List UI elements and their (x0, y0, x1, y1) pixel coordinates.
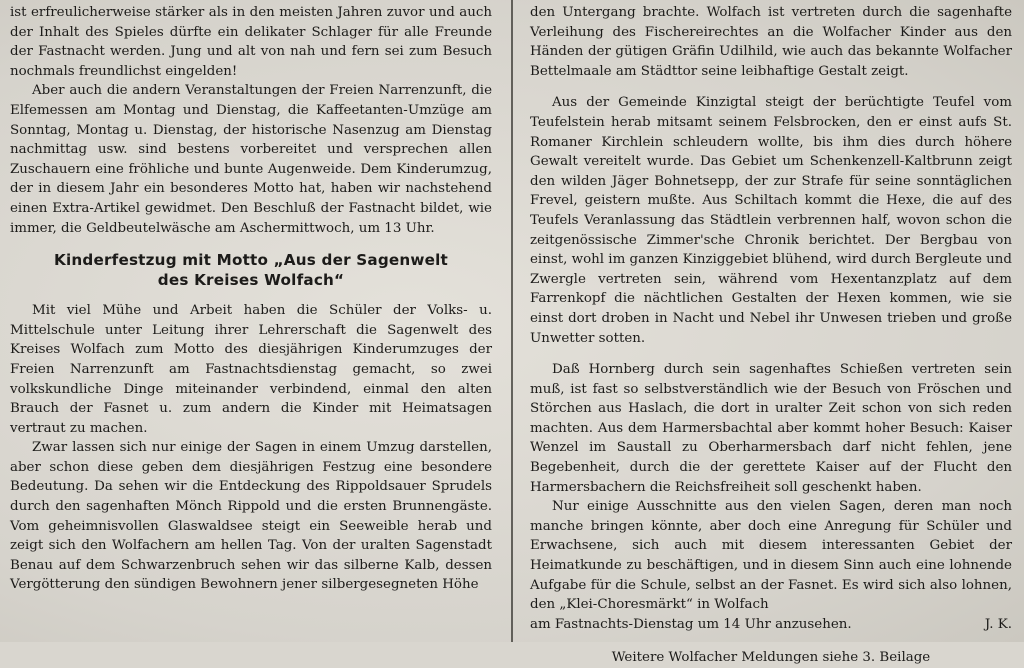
footer-note: Weitere Wolfacher Meldungen siehe 3. Beilage (611, 650, 931, 666)
signature-line (530, 615, 1012, 635)
left-column (10, 3, 492, 595)
right-paragraph-1: den Untergang brachte. Wolfach ist vertreten durch die sagenhafte Verleihung des Fischereirechtes an die Wolfacher Kinder aus den Händen der gütigen Gräfin Udilhild, wie auch das bekannte Wolfacher Bettelmaale am Städttor seine leibhaftige Gestalt zeigt. (530, 5, 1012, 79)
left-paragraph-4: Zwar lassen sich nur einige der Sagen in einem Umzug darstellen, aber schon diese geben dem diesjährigen Festzug eine besondere Bedeutung. Da sehen wir die Entdeckung des Rippoldsauer Sprudels durch den sagenhaften Mönch Rippold und die ersten Brunnengäste. Vom geheimnisvollen Glaswaldsee steigt ein Seeweible herab und zeigt sich den Wolfachern am hellen Tag. Von der uralten Sagenstadt Benau auf dem Schwarzenbruch sehen wir das silberne Kalb, dessen Vergötterung den sündigen Bewohnern jener silbergesegneten Höhe (10, 440, 492, 593)
right-column (530, 3, 1012, 668)
headline-line-1: Kinderfestzug mit Motto „Aus der Sagenwelt (53, 251, 449, 270)
right-paragraph-4-block (530, 497, 1012, 634)
article-headline (10, 250, 492, 290)
column-divider (511, 0, 513, 642)
left-paragraph-1: ist erfreulicherweise stärker als in den meisten Jahren zuvor und auch der Inhalt des Spieles dürfte ein delikater Schlager für alle Freunde der Fastnacht werden. Jung und alt von nah und fern sei zum Besuch nochmals freundlichst eingelden! (10, 5, 492, 79)
right-paragraph-4: Nur einige Ausschnitte aus den vielen Sagen, deren man noch manche bringen könnte, aber doch eine Anregung für Schüler und Erwachsene, sich auch mit diesem interessanten Gebiet der Heimatkunde zu beschäftigen, und in diesem Sinn auch eine lohnende Aufgabe für die Schule, selbst an der Fasnet. Es wird sich also lohnen, den „Klei-Choresmärkt“ in Wolfach (530, 499, 1012, 613)
left-paragraph-3: Mit viel Mühe und Arbeit haben die Schüler der Volks- u. Mittelschule unter Leitung ihrer Lehrerschaft die Sagenwelt des Kreises Wolfach zum Motto des diesjährigen Kinderumzuges der Freien Narrenzunft am Fastnachtsdienstag gemacht, so zwei volkskundliche Dinge miteinander verbindend, einmal den alten Brauch der Fasnet u. zum andern die Kinder mit Heimatsagen vertraut zu machen. (10, 303, 492, 436)
headline-line-2: des Kreises Wolfach“ (157, 271, 345, 290)
right-paragraph-4-last-line: am Fastnachts-Dienstag um 14 Uhr anzusehen. (530, 616, 852, 632)
author-signature: J. K. (984, 616, 1012, 632)
right-paragraph-2: Aus der Gemeinde Kinzigtal steigt der berüchtigte Teufel vom Teufelstein herab mitsamt seinem Felsbrocken, den er einst aufs St. Romaner Kirchlein schleudern wollte, bis ihm dies durch höhere Gewalt vereitelt wurde. Das Gebiet um Schenkenzell-Kaltbrunn zeigt den wilden Jäger Bohnetsepp, der zur Strafe für seine sonntäglichen Frevel, geistern mußte. Aus Schiltach kommt die Hexe, die auf des Teufels Veranlassung das Städtlein verbrennen half, wovon schon die zeitgenössische Zimmer'sche Chronik berichtet. Der Bergbau von einst, wohl im ganzen Kinziggebiet blühend, wird durch Bergleute und Zwergle vertreten sein, während vom Hexentanzplatz auf dem Farrenkopf die nächtlichen Gestalten der Hexen kommen, wie sie einst dort droben in Nacht und Nebel ihr Unwesen trieben und große Unwetter sotten. (530, 95, 1012, 346)
left-paragraph-2: Aber auch die andern Veranstaltungen der Freien Narrenzunft, die Elfemessen am Montag und Dienstag, die Kaffeetanten-Umzüge am Sonntag, Montag u. Dienstag, der historische Nasenzug am Dienstag nachmittag usw. sind bestens vorbereitet und versprechen allen Zuschauern eine fröhliche und bunte Augenweide. Dem Kinderumzug, der in diesem Jahr ein besonderes Motto hat, haben wir nachstehend einen Extra-Artikel gewidmet. Den Beschluß der Fastnacht bildet, wie immer, die Geldbeutelwäsche am Aschermittwoch, um 13 Uhr. (10, 83, 492, 236)
right-paragraph-3: Daß Hornberg durch sein sagenhaftes Schießen vertreten sein muß, ist fast so selbstverständlich wie der Besuch von Fröschen und Störchen aus Haslach, die dort in uralter Zeit schon von sich reden machten. Aus dem Harmersbachtal aber kommt hoher Besuch: Kaiser Wenzel im Saustall zu Oberharmersbach darf nicht fehlen, jene Begebenheit, durch die der gerettete Kaiser auf der Flucht den Harmersbachern die Reichsfreiheit soll geschenkt haben. (530, 362, 1012, 495)
